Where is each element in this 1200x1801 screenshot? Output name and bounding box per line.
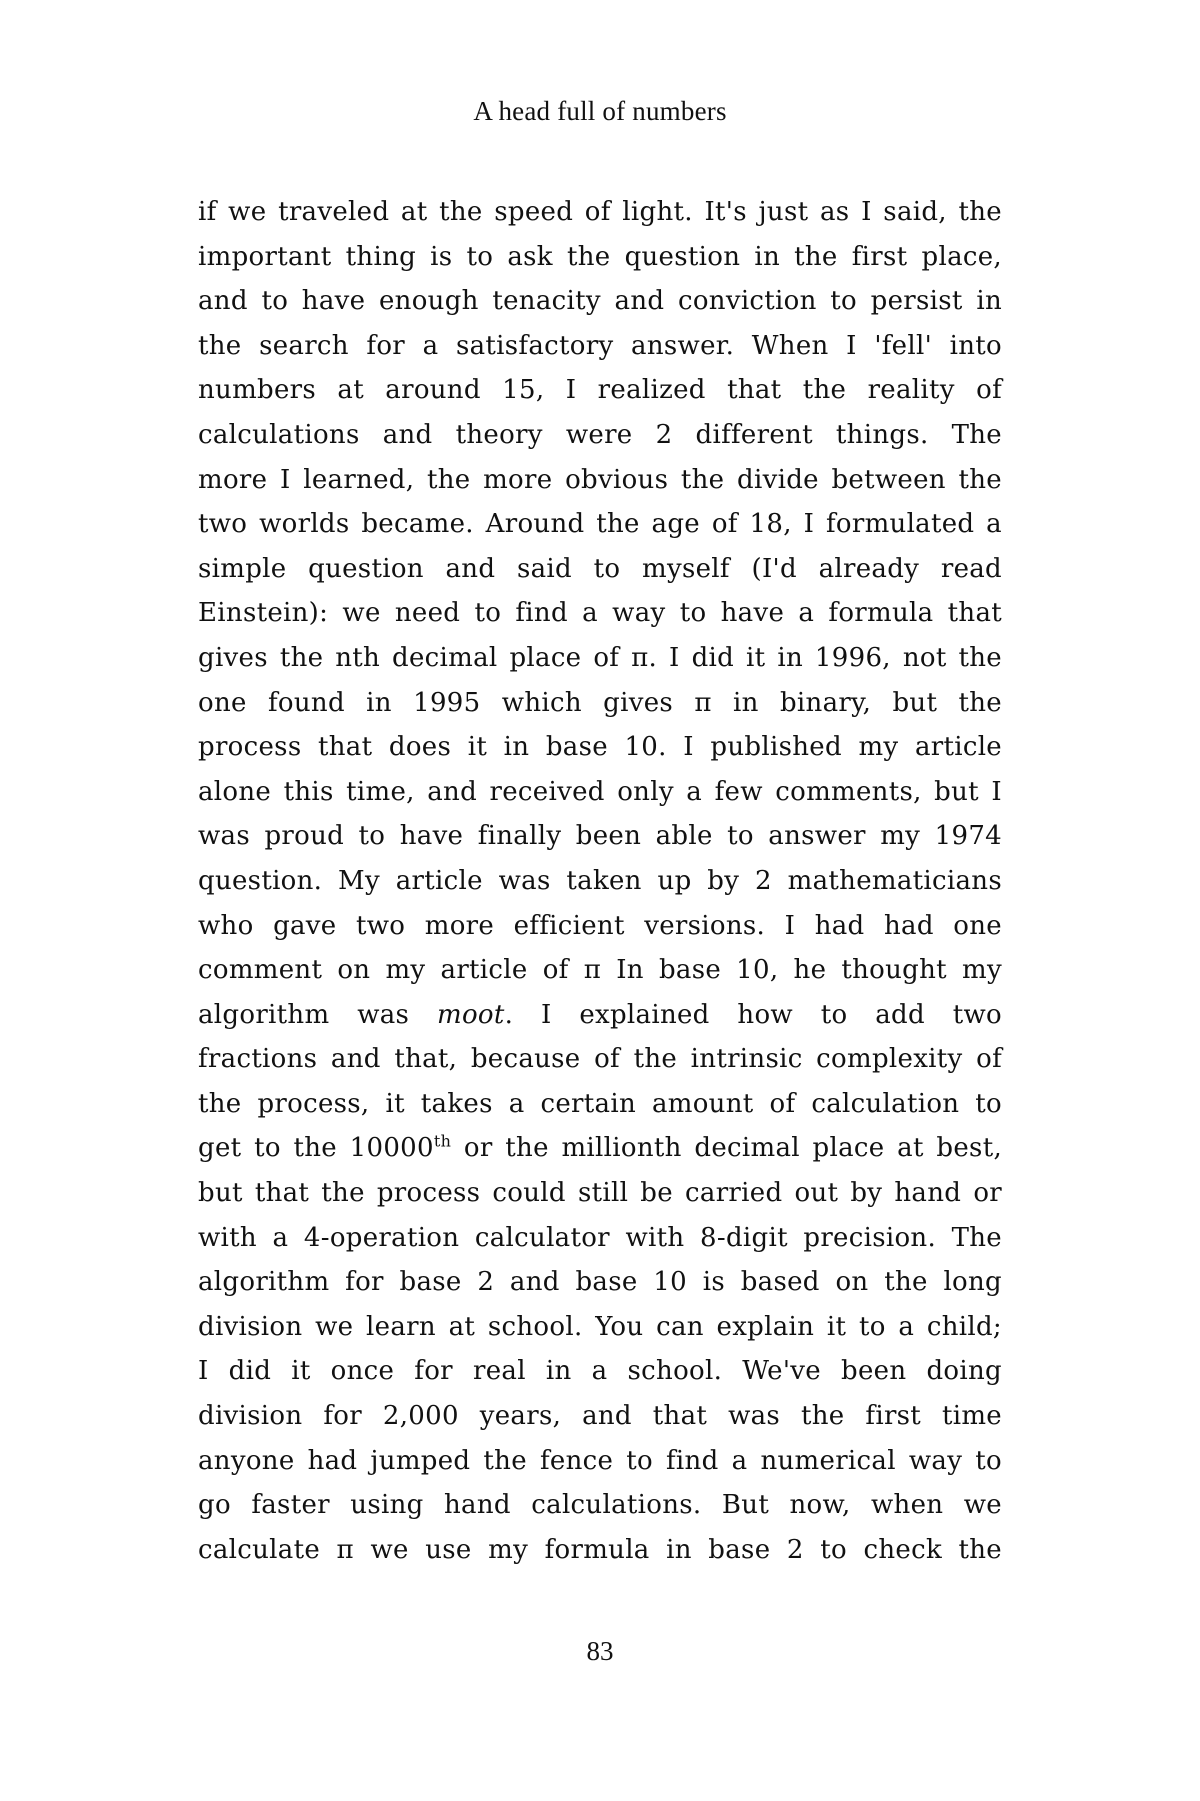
text-line: important thing is to ask the question in the first place, — [198, 241, 1002, 272]
text-line: calculate π we use my formula in base 2 to check the — [198, 1534, 1002, 1565]
text-line: division we learn at school. You can explain it to a child; — [198, 1311, 1002, 1342]
text-line: anyone had jumped the fence to find a numerical way to — [198, 1445, 1002, 1476]
text-line-with-italic — [198, 993, 1002, 1038]
body-text — [198, 190, 1002, 1572]
italic-word: moot — [437, 999, 505, 1030]
text-line: Einstein): we need to find a way to have a formula that — [198, 598, 1002, 629]
text-line: with a 4-operation calculator with 8-digit precision. The — [198, 1222, 1002, 1253]
text-line: gives the nth decimal place of π. I did it in 1996, not the — [198, 642, 1002, 673]
text-fragment: or the millionth decimal place at best, — [451, 1133, 1003, 1164]
text-line: more I learned, the more obvious the divide between the — [198, 464, 1002, 495]
text-line: comment on my article of π In base 10, he thought my — [198, 955, 1002, 986]
text-line: if we traveled at the speed of light. It's just as I said, the — [198, 197, 1002, 227]
text-line: process that does it in base 10. I published my article — [198, 732, 1002, 763]
text-line: who gave two more efficient versions. I had had one — [198, 910, 1002, 941]
text-line: fractions and that, because of the intrinsic complexity of — [198, 1044, 1002, 1075]
text-line: go faster using hand calculations. But now, when we — [198, 1490, 1002, 1521]
text-line: numbers at around 15, I realized that the reality of — [198, 375, 1002, 406]
text-line: algorithm for base 2 and base 10 is based on the long — [198, 1267, 1002, 1298]
text-line: I did it once for real in a school. We've been doing — [198, 1356, 1002, 1387]
text-line: two worlds became. Around the age of 18, I formulated a — [198, 509, 1002, 540]
text-fragment: get to the 10000 — [198, 1133, 434, 1164]
text-line: one found in 1995 which gives π in binary, but the — [198, 687, 1002, 718]
page-number: 83 — [586, 1636, 614, 1666]
text-line: calculations and theory were 2 different things. The — [198, 419, 1002, 450]
text-line: simple question and said to myself (I'd already read — [198, 553, 1002, 584]
text-line: was proud to have finally been able to answer my 1974 — [198, 821, 1002, 852]
running-title: A head full of numbers — [473, 96, 727, 126]
text-line: the search for a satisfactory answer. When I 'fell' into — [198, 330, 1002, 361]
text-line: the process, it takes a certain amount of calculation to — [198, 1088, 1002, 1119]
text-fragment: algorithm was — [198, 999, 437, 1030]
text-fragment: . I explained how to add two — [504, 999, 1002, 1030]
text-line: division for 2,000 years, and that was the first time — [198, 1401, 1002, 1432]
text-line: alone this time, and received only a few comments, but I — [198, 776, 1002, 807]
ordinal-superscript: th — [433, 1131, 452, 1151]
text-line: but that the process could still be carried out by hand or — [198, 1178, 1002, 1209]
text-line: question. My article was taken up by 2 mathematicians — [198, 865, 1002, 896]
text-line: and to have enough tenacity and conviction to persist in — [198, 286, 1002, 317]
text-line-with-superscript — [198, 1126, 1002, 1171]
